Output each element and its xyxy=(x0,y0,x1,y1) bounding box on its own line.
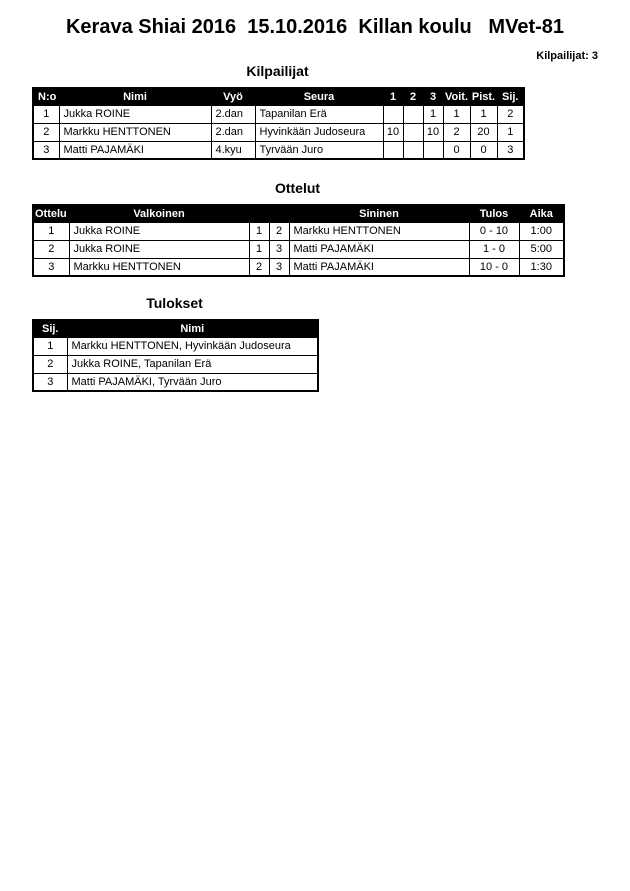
ottelut-table xyxy=(32,204,565,277)
col-header-valkoinen: Valkoinen xyxy=(69,205,249,222)
match-row xyxy=(33,240,564,258)
col-header-sininen: Sininen xyxy=(289,205,469,222)
tulokset-header-row xyxy=(33,320,318,337)
match-result: 1 - 0 xyxy=(469,240,519,258)
match-time: 5:00 xyxy=(519,240,564,258)
result-name: Matti PAJAMÄKI, Tyrvään Juro xyxy=(67,373,318,391)
ottelut-header-row xyxy=(33,205,564,222)
col-header-white-number xyxy=(249,205,269,222)
col-header-round-1: 1 xyxy=(383,88,403,105)
competitor-name: Markku HENTTONEN xyxy=(59,123,211,141)
blue-competitor-no: 3 xyxy=(269,240,289,258)
col-header-round-2: 2 xyxy=(403,88,423,105)
match-no: 3 xyxy=(33,258,69,276)
score-vs-1: 10 xyxy=(383,123,403,141)
competitor-placement: 3 xyxy=(497,141,524,159)
competitor-points: 1 xyxy=(470,105,497,123)
result-row xyxy=(33,355,318,373)
blue-competitor: Markku HENTTONEN xyxy=(289,222,469,240)
competitor-no: 2 xyxy=(33,123,59,141)
match-time: 1:30 xyxy=(519,258,564,276)
white-competitor: Jukka ROINE xyxy=(69,222,249,240)
result-placement: 3 xyxy=(33,373,67,391)
score-vs-3 xyxy=(423,141,443,159)
competitor-row xyxy=(33,123,524,141)
competitor-club: Hyvinkään Judoseura xyxy=(255,123,383,141)
white-competitor-no: 1 xyxy=(249,222,269,240)
score-vs-1 xyxy=(383,141,403,159)
result-row xyxy=(33,373,318,391)
col-header-aika: Aika xyxy=(519,205,564,222)
competitor-placement: 1 xyxy=(497,123,524,141)
kilpailijat-table xyxy=(32,87,525,160)
tulokset-heading: Tulokset xyxy=(146,295,203,311)
competitor-club: Tapanilan Erä xyxy=(255,105,383,123)
col-header-seura: Seura xyxy=(255,88,383,105)
col-header-ottelu: Ottelu xyxy=(33,205,69,222)
white-competitor-no: 1 xyxy=(249,240,269,258)
competitor-belt: 2.dan xyxy=(211,123,255,141)
competitor-row xyxy=(33,141,524,159)
blue-competitor-no: 3 xyxy=(269,258,289,276)
competitor-no: 3 xyxy=(33,141,59,159)
match-no: 1 xyxy=(33,222,69,240)
match-no: 2 xyxy=(33,240,69,258)
col-header-sij: Sij. xyxy=(33,320,67,337)
competitor-name: Jukka ROINE xyxy=(59,105,211,123)
ottelut-heading: Ottelut xyxy=(274,180,321,196)
competitor-points: 0 xyxy=(470,141,497,159)
result-row xyxy=(33,337,318,355)
col-header-nimi: Nimi xyxy=(67,320,318,337)
col-header-round-3: 3 xyxy=(423,88,443,105)
col-header-vyo: Vyö xyxy=(211,88,255,105)
page-title: Kerava Shiai 2016 15.10.2016 Killan koulu MVet-81 xyxy=(65,16,565,38)
match-time: 1:00 xyxy=(519,222,564,240)
col-header-blue-number xyxy=(269,205,289,222)
match-result: 0 - 10 xyxy=(469,222,519,240)
competitor-row xyxy=(33,105,524,123)
competitor-wins: 0 xyxy=(443,141,470,159)
score-vs-3: 1 xyxy=(423,105,443,123)
col-header-sij: Sij. xyxy=(497,88,524,105)
match-row xyxy=(33,258,564,276)
blue-competitor: Matti PAJAMÄKI xyxy=(289,240,469,258)
col-header-no: N:o xyxy=(33,88,59,105)
kilpailijat-heading: Kilpailijat xyxy=(246,63,309,79)
blue-competitor-no: 2 xyxy=(269,222,289,240)
competitor-wins: 1 xyxy=(443,105,470,123)
blue-competitor: Matti PAJAMÄKI xyxy=(289,258,469,276)
competitor-club: Tyrvään Juro xyxy=(255,141,383,159)
competitor-name: Matti PAJAMÄKI xyxy=(59,141,211,159)
score-vs-3: 10 xyxy=(423,123,443,141)
competitor-points: 20 xyxy=(470,123,497,141)
col-header-pist: Pist. xyxy=(470,88,497,105)
kilpailijat-header-row xyxy=(33,88,524,105)
score-vs-1 xyxy=(383,105,403,123)
competitor-belt: 4.kyu xyxy=(211,141,255,159)
competitor-no: 1 xyxy=(33,105,59,123)
white-competitor: Jukka ROINE xyxy=(69,240,249,258)
score-vs-2 xyxy=(403,141,423,159)
competitor-wins: 2 xyxy=(443,123,470,141)
match-row xyxy=(33,222,564,240)
tulokset-table xyxy=(32,319,319,392)
match-result: 10 - 0 xyxy=(469,258,519,276)
result-name: Jukka ROINE, Tapanilan Erä xyxy=(67,355,318,373)
competitor-count-label: Kilpailijat: 3 xyxy=(536,50,598,62)
white-competitor-no: 2 xyxy=(249,258,269,276)
result-name: Markku HENTTONEN, Hyvinkään Judoseura xyxy=(67,337,318,355)
score-vs-2 xyxy=(403,123,423,141)
score-vs-2 xyxy=(403,105,423,123)
white-competitor: Markku HENTTONEN xyxy=(69,258,249,276)
col-header-nimi: Nimi xyxy=(59,88,211,105)
competitor-belt: 2.dan xyxy=(211,105,255,123)
competitor-placement: 2 xyxy=(497,105,524,123)
result-placement: 2 xyxy=(33,355,67,373)
col-header-tulos: Tulos xyxy=(469,205,519,222)
col-header-voit: Voit. xyxy=(443,88,470,105)
result-placement: 1 xyxy=(33,337,67,355)
